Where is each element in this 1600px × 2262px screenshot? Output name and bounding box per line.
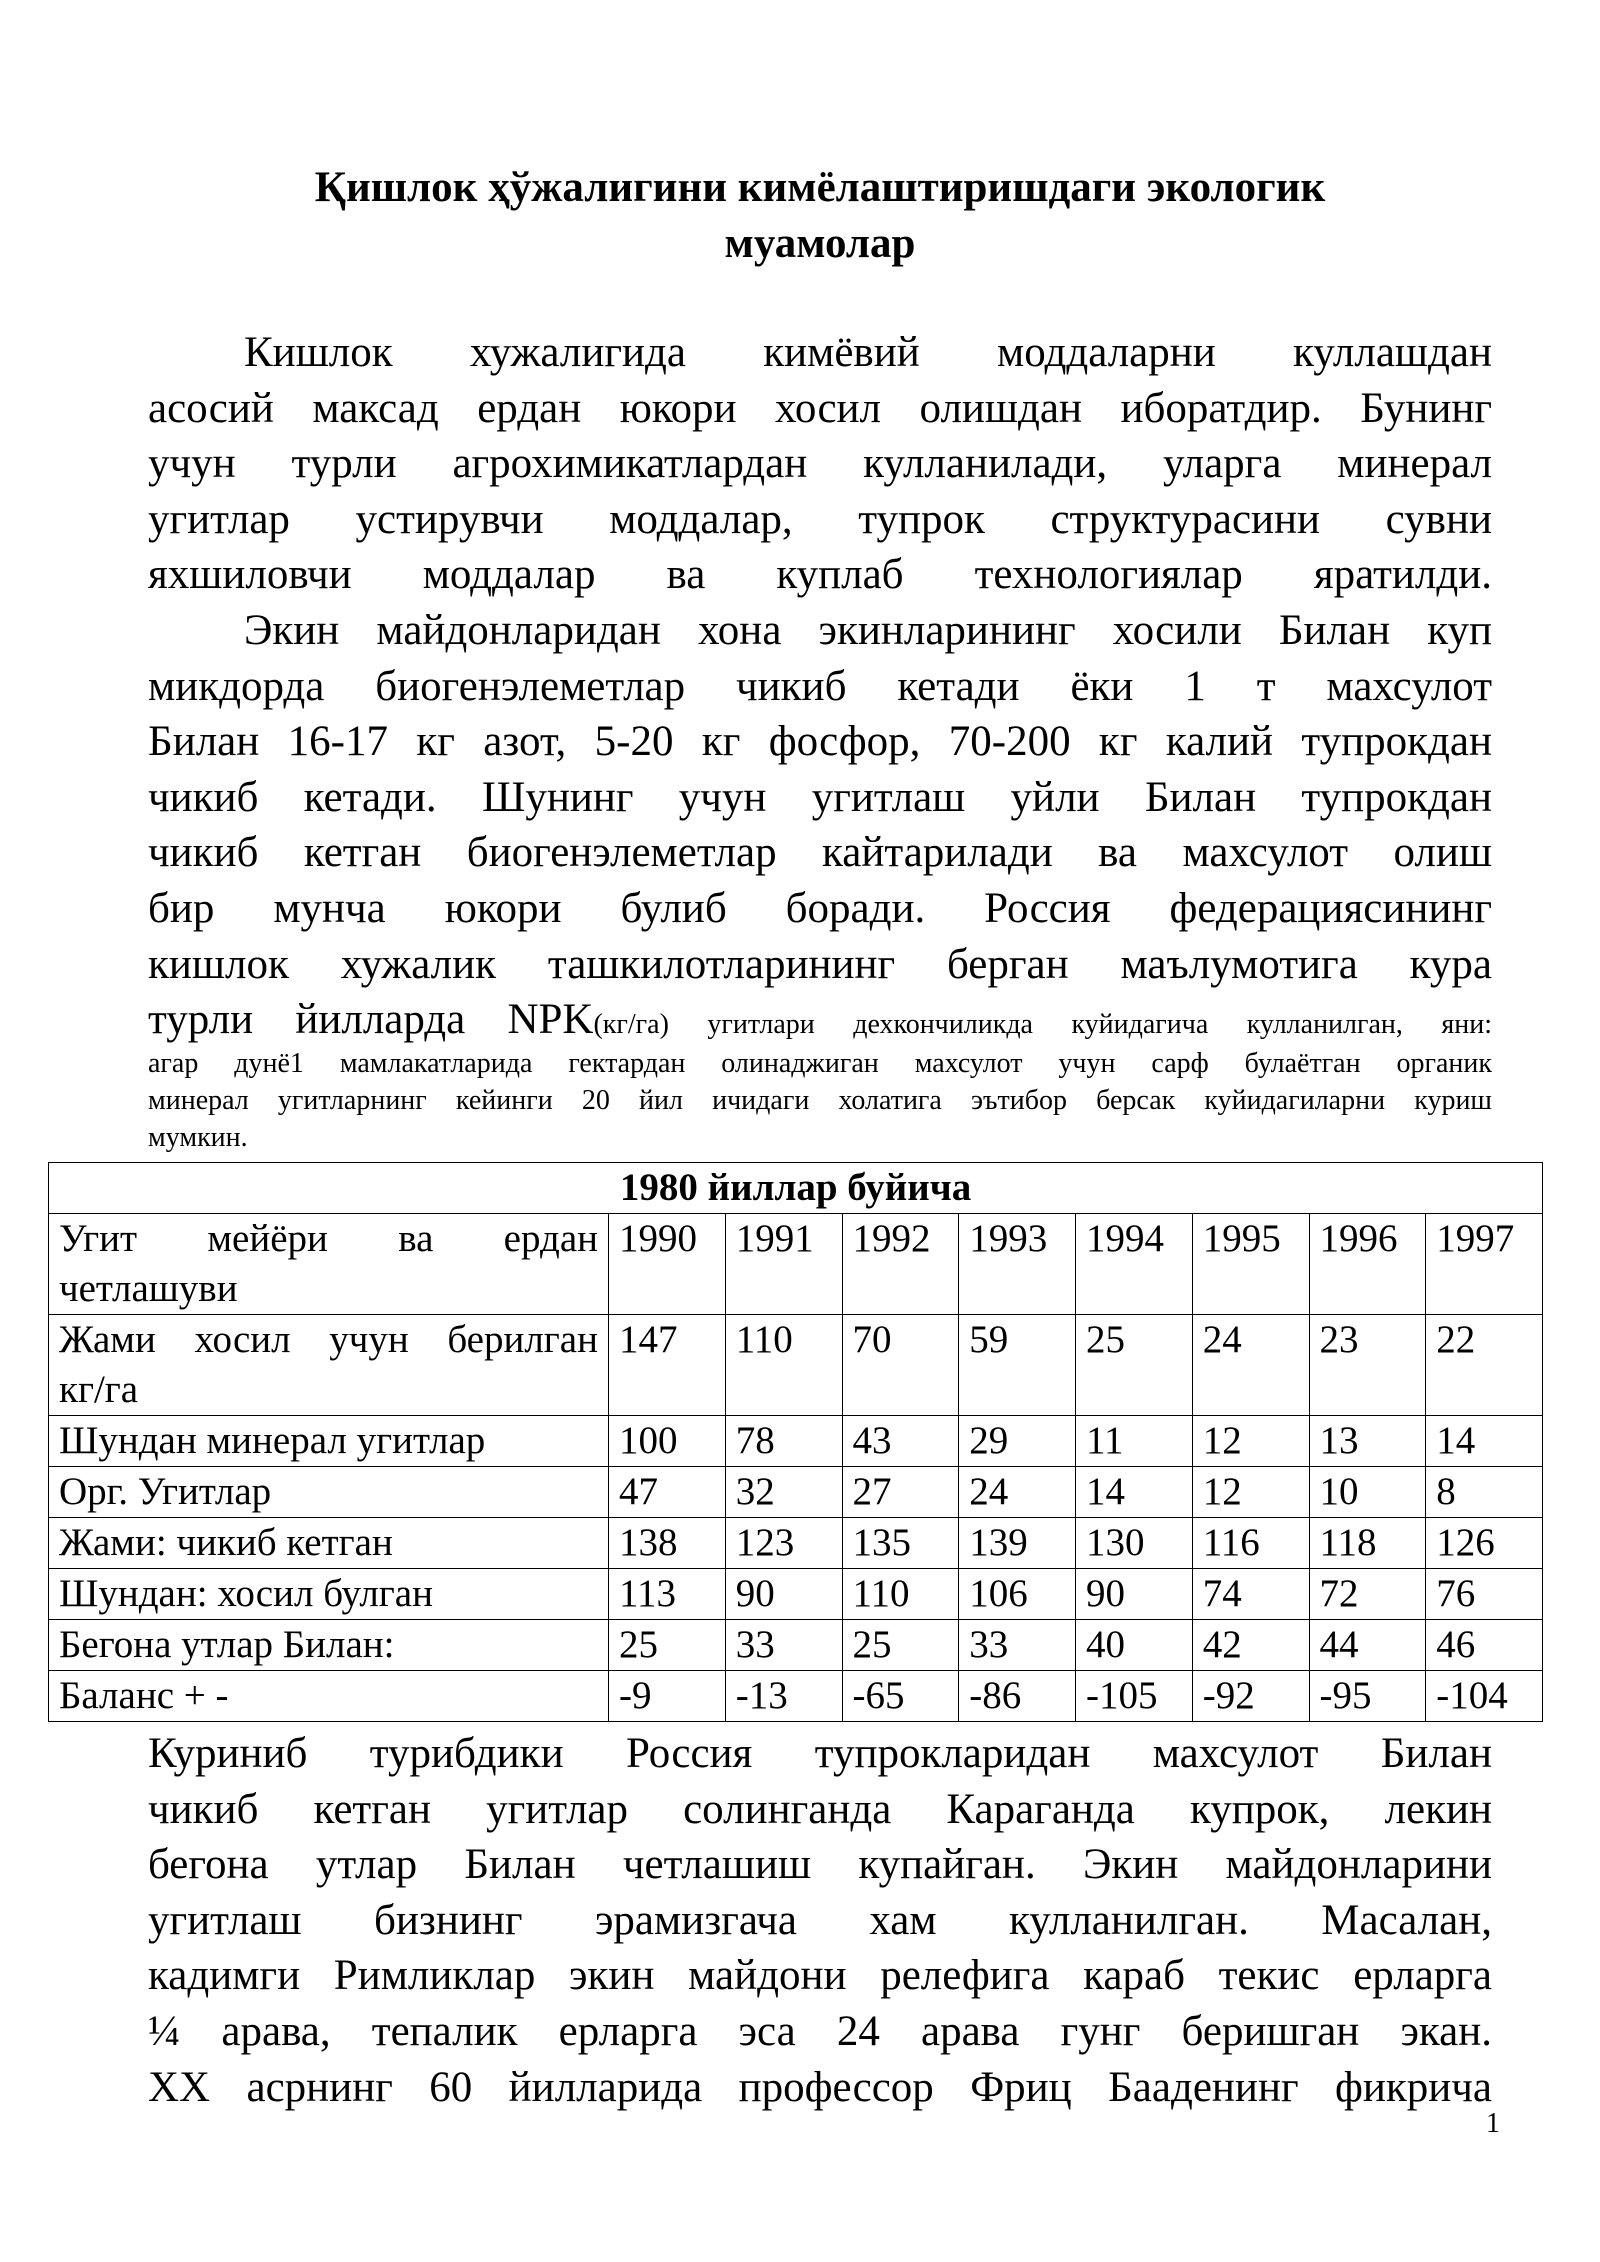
table-cell: 76 [1426,1569,1543,1620]
table-cell: 147 [609,1315,726,1416]
table-cell: 25 [609,1620,726,1671]
mixed-size-line [148,992,1492,1048]
table-cell: 46 [1426,1620,1543,1671]
table-cell: 100 [609,1416,726,1467]
row-label-cell: Шундан минерал угитлар [49,1416,609,1467]
table-cell: -86 [959,1671,1076,1722]
table-row [49,1416,1543,1467]
table-row [49,1569,1543,1620]
row-label-cell: Шундан: хосил булган [49,1569,609,1620]
header-label-cell [49,1214,609,1315]
table-cell: 110 [842,1569,959,1620]
table-cell: 135 [842,1518,959,1569]
table-cell: 90 [725,1569,842,1620]
table-cell: 40 [1076,1620,1193,1671]
text-line: угитлар устирувчи моддалар, тупрок структурасини сувни [148,495,1492,543]
table-caption-row [49,1163,1543,1214]
row-label-cell: Орг. Угитлар [49,1467,609,1518]
table-cell: 126 [1426,1518,1543,1569]
table-cell: 43 [842,1416,959,1467]
row-label-cell: Бегона утлар Билан: [49,1620,609,1671]
small-text-line: минерал угитларнинг кейинги 20 йил ичидаги холатига эътибор берсак куйидагиларни куриш [148,1085,1492,1116]
small-text-line: агар дунё1 мамлакатларида гектардан олинаджиган махсулот учун сарф булаётган органик [148,1048,1492,1079]
table-cell: 24 [1192,1315,1309,1416]
table-cell: 116 [1192,1518,1309,1569]
text-line: Экин майдонларидан хона экинларининг хосили Билан куп [244,607,1492,654]
table-cell: 47 [609,1467,726,1518]
table-cell: 22 [1426,1315,1543,1416]
table-cell: 106 [959,1569,1076,1620]
table-cell: 123 [725,1518,842,1569]
table-cell: 25 [1076,1315,1193,1416]
table-cell: 130 [1076,1518,1193,1569]
header-label-line: четлашуви [59,1267,238,1310]
text-line: бир мунча юкори булиб боради. Россия федерациясининг [148,884,1492,932]
table-cell: 44 [1309,1620,1426,1671]
text-line: кишлок хужалик ташкилотларининг берган маълумотига кура [148,940,1492,988]
table-row [49,1467,1543,1518]
table-cell: 23 [1309,1315,1426,1416]
table-cell: 14 [1426,1416,1543,1467]
title-line-2: муамолар [724,220,916,267]
table-cell: 72 [1309,1569,1426,1620]
text-line: яхшиловчи моддалар ва куплаб технологиялар яратилди. [148,551,1492,599]
table-cell: -104 [1426,1671,1543,1722]
row-label-cell [49,1315,609,1416]
row-label-line: кг/га [59,1368,139,1411]
table-cell: 29 [959,1416,1076,1467]
table-cell: 14 [1076,1467,1193,1518]
table-cell: 12 [1192,1416,1309,1467]
table-row [49,1620,1543,1671]
small-text-line: мумкин. [148,1122,248,1153]
text-line: асосий максад ердан юкори хосил олишдан иборатдир. Бунинг [148,384,1492,432]
text-line: учун турли агрохимикатлардан кулланилади, уларга минерал [148,440,1492,488]
table-cell: -9 [609,1671,726,1722]
year-header: 1995 [1192,1214,1309,1315]
paragraph-3 [148,1726,1492,2115]
text-line: Кишлок хужалигида кимёвий моддаларни куллашдан [244,329,1492,376]
paragraph-2 [148,603,1492,1048]
table-header-row [49,1214,1543,1315]
table-cell: 59 [959,1315,1076,1416]
table-cell: 13 [1309,1416,1426,1467]
page-number: 1 [1486,2108,1500,2139]
title-line-1: Қишлок ҳўжалигини кимёлаштиришдаги экологик [314,164,1326,211]
header-label-line: Угит мейёри ва ердан [59,1217,598,1260]
text-line: Куриниб турибдики Россия тупрокларидан махсулот Билан [148,1730,1492,1777]
table-row [49,1315,1543,1416]
year-header: 1991 [725,1214,842,1315]
year-header: 1996 [1309,1214,1426,1315]
table-cell: 138 [609,1518,726,1569]
table-cell: -65 [842,1671,959,1722]
table-cell: -92 [1192,1671,1309,1722]
table-cell: 74 [1192,1569,1309,1620]
year-header: 1994 [1076,1214,1193,1315]
table-cell: 113 [609,1569,726,1620]
table-cell: -95 [1309,1671,1426,1722]
year-header: 1997 [1426,1214,1543,1315]
table-cell: 33 [725,1620,842,1671]
table-caption: 1980 йиллар буйича [49,1163,1543,1214]
row-label-cell: Жами: чикиб кетган [49,1518,609,1569]
table-cell: 10 [1309,1467,1426,1518]
year-header: 1990 [609,1214,726,1315]
text-line: угитлаш бизнинг эрамизгача хам кулланилган. Масалан, [148,1896,1492,1944]
year-header: 1992 [842,1214,959,1315]
table-cell: 27 [842,1467,959,1518]
row-label-cell: Баланс + - [49,1671,609,1722]
table-cell: 78 [725,1416,842,1467]
text-line: Билан 16-17 кг азот, 5-20 кг фосфор, 70-200 кг калий тупрокдан [148,718,1492,766]
table-cell: 24 [959,1467,1076,1518]
table-cell: 33 [959,1620,1076,1671]
table-cell: 12 [1192,1467,1309,1518]
table-cell: 8 [1426,1467,1543,1518]
text-line: ¼ арава, тепалик ерларга эса 24 арава гунг беришган экан. [148,2007,1492,2055]
document-title [150,160,1490,272]
paragraph-1 [148,325,1492,603]
table-cell: 42 [1192,1620,1309,1671]
table-cell: 139 [959,1518,1076,1569]
text-line: микдорда биогенэлеметлар чикиб кетади ёки 1 т махсулот [148,662,1492,710]
text-line: чикиб кетади. Шунинг учун угитлаш уйли Билан тупрокдан [148,773,1492,821]
table-cell: 90 [1076,1569,1193,1620]
year-header: 1993 [959,1214,1076,1315]
text-line: чикиб кетган биогенэлеметлар кайтарилади ва махсулот олиш [148,829,1492,877]
table-cell: 118 [1309,1518,1426,1569]
mixed-line-large-text: турли йилларда NPK [148,996,594,1044]
text-line: бегона утлар Билан четлашиш купайган. Экин майдонларини [148,1841,1492,1889]
table-cell: -105 [1076,1671,1193,1722]
mixed-line-small-text: (кг/га) угитлари дехкончиликда куйидагича кулланилган, яни: [593,1009,1492,1041]
table-cell: 25 [842,1620,959,1671]
table-cell: 32 [725,1467,842,1518]
fertilizer-balance-table [48,1162,1543,1722]
table-row [49,1671,1543,1722]
small-paragraph [148,1045,1492,1156]
row-label-line: Жами хосил учун берилган [59,1318,598,1361]
text-line: XX асрнинг 60 йилларида профессор Фриц Бааденинг фикрича [148,2063,1492,2111]
text-line: кадимги Римликлар экин майдони релефига караб текис ерларга [148,1952,1492,2000]
table-cell: -13 [725,1671,842,1722]
table-cell: 11 [1076,1416,1193,1467]
text-line: чикиб кетган угитлар солинганда Караганда купрок, лекин [148,1785,1492,1833]
table-cell: 110 [725,1315,842,1416]
table-cell: 70 [842,1315,959,1416]
table-row [49,1518,1543,1569]
